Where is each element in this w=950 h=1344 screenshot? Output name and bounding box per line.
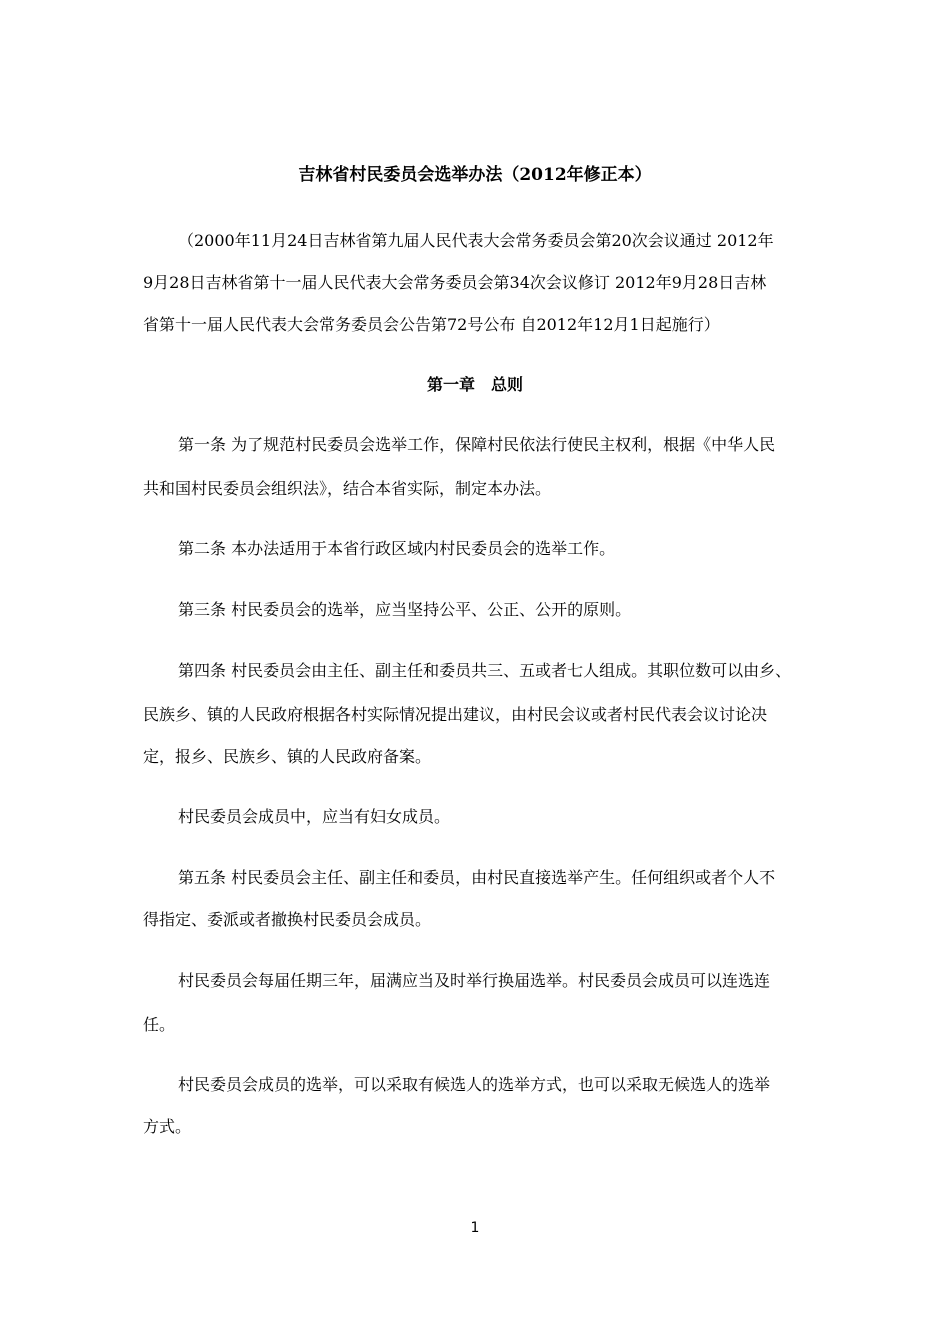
preamble-line-1: （2000年11月24日吉林省第九届人民代表大会常务委员会第20次会议通过 2012年 <box>178 231 774 250</box>
article-1-line-2: 共和国村民委员会组织法》，结合本省实际，制定本办法。 <box>143 479 552 498</box>
article-4-line-3: 定，报乡、民族乡、镇的人民政府备案。 <box>143 747 432 766</box>
preamble-line-3: 省第十一届人民代表大会常务委员会公告第72号公布 自2012年12月1日起施行） <box>143 315 720 334</box>
article-5-para-3-line-1: 村民委员会成员的选举，可以采取有候选人的选举方式，也可以采取无候选人的选举 <box>178 1075 771 1094</box>
article-5-para-3-line-2: 方式。 <box>143 1117 192 1136</box>
article-3-line-1: 第三条 村民委员会的选举，应当坚持公平、公正、公开的原则。 <box>178 600 632 619</box>
article-4-line-2: 民族乡、镇的人民政府根据各村实际情况提出建议，由村民会议或者村民代表会议讨论决 <box>143 705 768 724</box>
document-title: 吉林省村民委员会选举办法（2012年修正本） <box>298 165 652 185</box>
article-4-line-1: 第四条 村民委员会由主任、副主任和委员共三、五或者七人组成。其职位数可以由乡、 <box>178 661 792 680</box>
page-number: 1 <box>470 1220 480 1236</box>
article-5-line-2: 得指定、委派或者撤换村民委员会成员。 <box>143 910 432 929</box>
article-5-para-2-line-2: 任。 <box>143 1015 176 1034</box>
article-5-para-2-line-1: 村民委员会每届任期三年，届满应当及时举行换届选举。村民委员会成员可以连选连 <box>178 971 771 990</box>
article-2-line-1: 第二条 本办法适用于本省行政区域内村民委员会的选举工作。 <box>178 539 616 558</box>
article-5-line-1: 第五条 村民委员会主任、副主任和委员，由村民直接选举产生。任何组织或者个人不 <box>178 868 776 887</box>
chapter-heading: 第一章 总则 <box>426 375 523 394</box>
article-1-line-1: 第一条 为了规范村民委员会选举工作，保障村民依法行使民主权利，根据《中华人民 <box>178 435 776 454</box>
article-4-para-2: 村民委员会成员中，应当有妇女成员。 <box>178 807 451 826</box>
preamble-line-2: 9月28日吉林省第十一届人民代表大会常务委员会第34次会议修订 2012年9月28日吉林 <box>143 273 767 292</box>
